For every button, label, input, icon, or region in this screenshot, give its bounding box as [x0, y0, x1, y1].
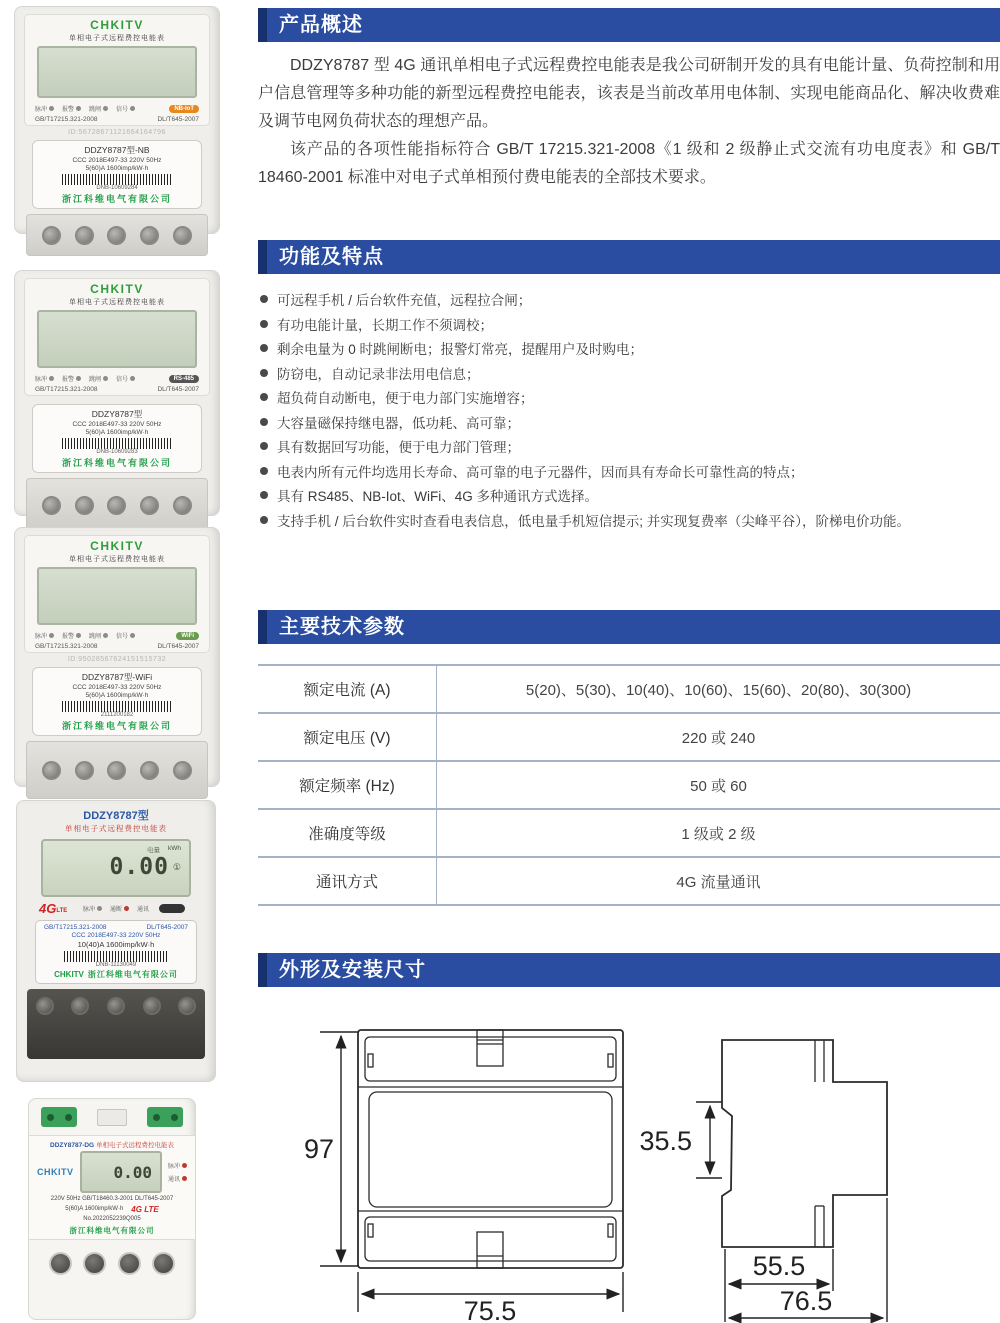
spec-label: 准确度等级 [258, 810, 437, 856]
bullet-icon [260, 467, 268, 475]
terminal-screw [75, 761, 94, 780]
nameplate [35, 920, 197, 984]
indicator-row: 4G LTE 脉冲 通断 通讯 [39, 901, 193, 916]
standards-line: 220V 50Hz GB/T18460.3-2001 DL/T645-2007 [50, 1196, 174, 1202]
barcode [62, 438, 171, 449]
spec-value: 4G 流量通讯 [676, 873, 761, 891]
lcd-unit: kWh [168, 845, 181, 852]
barcode-number: 2111200182 [100, 712, 134, 718]
model-number: DDZY8787-DG [50, 1142, 95, 1149]
meter-title-line [37, 1140, 187, 1149]
terminal-screw [42, 761, 61, 780]
lcd-display [41, 839, 191, 897]
meter-body [16, 800, 216, 1082]
terminal-screw [71, 997, 89, 1015]
feature-item: 超负荷自动断电，便于电力部门实施增容； [260, 385, 1000, 410]
rs485-badge: RS-485 [169, 375, 199, 383]
lcd-value: 0.00 [109, 854, 169, 880]
pulse-led [182, 1163, 187, 1168]
brand-logo: CHKITV [54, 970, 84, 979]
alarm-led [76, 106, 81, 111]
pulse-led [49, 633, 54, 638]
section-header-overview: 产品概述 [258, 8, 1000, 42]
terminal-screw [75, 496, 94, 515]
relay-led [124, 906, 129, 911]
model-number: DDZY8787型-WiFi [81, 672, 153, 682]
meter-id: ID:95028567624151515732 [67, 656, 167, 663]
overview-paragraph-1: DDZY8787 型 4G 通讯单相电子式远程费控电能表是我公司研制开发的具有电能计量、负荷控制和用户信息管理等多种功能的新型远程费控电能表，该表是当前改革用电体制、实现电能商品化、解决收费难及调节电网负荷状态的理想产品。 [258, 57, 1000, 130]
indicator-column: 脉冲 通讯 [168, 1161, 187, 1183]
signal-led [130, 376, 135, 381]
terminal-screw [42, 496, 61, 515]
terminal-screw [140, 761, 159, 780]
barcode [64, 951, 168, 962]
standards-line: GB/T17215.321-2008 DL/T645-2007 [35, 386, 199, 393]
terminal-screw [178, 997, 196, 1015]
barcode [62, 701, 171, 712]
terminal-screw [75, 226, 94, 245]
meter-face [24, 278, 210, 396]
rating-line: 5(60)A 1600imp/kW·h [85, 692, 149, 699]
brand-logo: CHKITV [90, 282, 144, 296]
spec-value: 1 级或 2 级 [681, 825, 756, 843]
front-width-label: 75.5 [463, 1296, 517, 1323]
brand-logo: CHKITV [37, 1167, 74, 1177]
model-number: DDZY8787型 [91, 409, 143, 419]
terminal-screw [143, 997, 161, 1015]
meter-body [14, 6, 220, 234]
side-total-label: 76.5 [779, 1286, 833, 1316]
terminal-block [27, 989, 205, 1059]
bullet-icon [260, 369, 268, 377]
side-clip-label: 35.5 [639, 1126, 692, 1156]
meter-photo-nb-iot [14, 6, 220, 234]
barcode-number: DNB-10609283 [96, 449, 138, 455]
front-height-label: 97 [303, 1134, 334, 1164]
table-row [258, 858, 1000, 906]
bullet-icon [260, 344, 268, 352]
spec-label: 额定电压 (V) [258, 714, 437, 760]
lcd-display [37, 567, 197, 625]
spec-label: 额定频率 (Hz) [258, 762, 437, 808]
rail-clip [97, 1109, 127, 1126]
indicator-row: 脉冲 报警 跳闸 信号 RS-485 [35, 371, 199, 386]
terminal-screw [107, 496, 126, 515]
trip-led [103, 376, 108, 381]
cert-line: CCC 2018E497-33 220V 50Hz [72, 157, 162, 164]
feature-item: 防窃电，自动记录非法用电信息； [260, 361, 1000, 386]
terminal-screw [107, 997, 125, 1015]
section-header-features: 功能及特点 [258, 240, 1000, 274]
pulse-led [97, 906, 102, 911]
terminal-screw [173, 226, 192, 245]
lcd-display [80, 1151, 162, 1193]
meter-face [29, 1135, 195, 1240]
company-name: 浙江科维电气有限公司 [69, 1225, 155, 1235]
lcd-display [37, 46, 197, 98]
meter-title: 单相电子式远程费控电能表 [69, 35, 165, 42]
cert-line: CCC 2018E497-33 220V 50Hz [72, 421, 162, 428]
section-header-specs: 主要技术参数 [258, 610, 1000, 644]
rating-line: 10(40)A 1600imp/kW·h [77, 940, 155, 949]
cert-line: CCC 2018E497-33 220V 50Hz [72, 684, 162, 691]
meter-title: 单相电子式远程费控电能表 [65, 824, 167, 833]
feature-list [260, 287, 1000, 532]
nameplate [32, 140, 202, 209]
signal-led [130, 633, 135, 638]
feature-item: 大容量磁保持继电器，低功耗、高可靠； [260, 410, 1000, 435]
barcode [62, 174, 171, 185]
terminal-block [26, 214, 208, 256]
model-number: DDZY8787型-NB [84, 145, 150, 155]
model-number: DDZY8787型 [83, 810, 149, 822]
side-body-label: 55.5 [752, 1251, 806, 1281]
meter-face [24, 535, 210, 653]
wifi-badge: WiFi [176, 632, 199, 640]
nameplate [32, 667, 202, 736]
green-terminal [41, 1107, 77, 1127]
terminal-screw [140, 226, 159, 245]
lte-label: LTE [56, 907, 68, 914]
lcd-label: 电量 [147, 847, 160, 854]
brand-logo: CHKITV [90, 18, 144, 32]
pulse-led [49, 106, 54, 111]
indicator-row: 脉冲 报警 跳闸 信号 NB-IoT [35, 101, 199, 116]
alarm-led [76, 376, 81, 381]
meter-title: 单相电子式远程费控电能表 [95, 1142, 174, 1149]
standards-line: GB/T17215.321-2008 DL/T645-2007 [35, 116, 199, 123]
meter-photo-din-rail [28, 1098, 196, 1320]
terminal-screw [173, 761, 192, 780]
meter-body [14, 270, 220, 516]
feature-item: 可远程手机 / 后台软件充值，远程拉合闸； [260, 287, 1000, 312]
terminal-screw [42, 226, 61, 245]
nameplate [32, 404, 202, 473]
side-view-diagram [722, 1040, 887, 1247]
spec-value: 5(20)、5(30)、10(40)、10(60)、15(60)、20(80)、30(300) [525, 681, 912, 699]
4g-logo: 4G [39, 901, 57, 916]
feature-item: 有功电能计量，长期工作不须调校； [260, 312, 1000, 337]
spec-value: 220 或 240 [681, 729, 756, 747]
bullet-icon [260, 295, 268, 303]
meter-face [24, 14, 210, 126]
green-terminal [147, 1107, 183, 1127]
cert-line: CCC 2018E497-33 220V 50Hz [71, 932, 161, 939]
nb-iot-badge: NB-IoT [169, 105, 199, 113]
meter-photo-4g [16, 800, 216, 1082]
lcd-display [37, 310, 197, 368]
terminal-screw [107, 226, 126, 245]
company-name: 浙江科维电气有限公司 [61, 458, 172, 468]
standard-left: GB/T17215.321-2008 [44, 924, 107, 931]
section-header-dimensions: 外形及安装尺寸 [258, 953, 1000, 987]
standards-line: GB/T17215.321-2008 DL/T645-2007 [35, 643, 199, 650]
bullet-icon [260, 320, 268, 328]
spec-lines [37, 1195, 187, 1224]
terminal-hole [152, 1252, 175, 1275]
company-name: 浙江科维电气有限公司 [87, 970, 178, 979]
spec-table [258, 664, 1000, 906]
trip-led [103, 106, 108, 111]
feature-item: 支持手机 / 后台软件实时查看电表信息，低电量手机短信提示; 并实现复费率（尖峰平谷），阶梯电价功能。 [260, 508, 1000, 533]
meter-body [14, 527, 220, 787]
terminal-hole [83, 1252, 106, 1275]
comm-led [182, 1176, 187, 1181]
company-name: 浙江科维电气有限公司 [61, 194, 172, 204]
serial-number: No.2022052239Q005 [83, 1216, 141, 1223]
pulse-led [49, 376, 54, 381]
company-line [44, 969, 188, 980]
meter-title: 单相电子式远程费控电能表 [69, 299, 165, 306]
dimension-drawings [258, 1010, 1000, 1323]
meter-photo-wifi [14, 527, 220, 787]
bullet-icon [260, 393, 268, 401]
company-name: 浙江科维电气有限公司 [61, 721, 172, 731]
barcode-number: DNB-11130049 [95, 962, 137, 968]
indicator-row: 脉冲 报警 跳闸 信号 WiFi [35, 628, 199, 643]
feature-item: 具有 RS485、NB-Iot、WiFi、4G 多种通讯方式选择。 [260, 483, 1000, 508]
bullet-icon [260, 418, 268, 426]
rating-line: 5(60)A 1600imp/kW·h [65, 1206, 124, 1213]
spec-value: 50 或 60 [690, 777, 747, 795]
standard-right: DL/T645-2007 [146, 924, 188, 931]
terminal-hole [118, 1252, 141, 1275]
rating-line: 5(60)A 1600imp/kW·h [85, 165, 149, 172]
terminal-block [26, 478, 208, 532]
lcd-value: 0.00 [113, 1162, 152, 1182]
trip-led [103, 633, 108, 638]
meter-photo-rs485 [14, 270, 220, 516]
feature-item: 具有数据回写功能，便于电力部门管理； [260, 434, 1000, 459]
bullet-icon [260, 516, 268, 524]
signal-led [130, 106, 135, 111]
bullet-icon [260, 491, 268, 499]
table-row [258, 714, 1000, 762]
rating-line: 5(60)A 1600imp/kW·h [85, 429, 149, 436]
brand-logo: CHKITV [90, 539, 144, 553]
table-row [258, 666, 1000, 714]
phase-mark: ① [172, 861, 181, 872]
overview-paragraph-2: 该产品的各项性能指标符合 GB/T 17215.321-2008《1 级和 2 级静止式交流有功电度表》和 GB/T 18460-2001 标准中对电子式单相预付费电能表的全部技术要求。 [258, 141, 1000, 186]
spec-label: 额定电流 (A) [258, 666, 437, 712]
front-view-diagram [358, 1030, 623, 1268]
spec-label: 通讯方式 [258, 858, 437, 904]
meter-id: ID:56728671121664164796 [68, 129, 166, 136]
terminal-screw [107, 761, 126, 780]
comm-button [159, 904, 185, 913]
feature-item: 剩余电量为 0 时跳闸断电；报警灯常亮，提醒用户及时购电； [260, 336, 1000, 361]
terminal-hole [49, 1252, 72, 1275]
top-terminal-strip [29, 1099, 195, 1135]
terminal-screw [173, 496, 192, 515]
meter-title: 单相电子式远程费控电能表 [69, 556, 165, 563]
terminal-block [26, 741, 208, 799]
terminal-screw [36, 997, 54, 1015]
content-column [258, 0, 1000, 1323]
4g-logo: 4G LTE [131, 1204, 159, 1214]
table-row [258, 762, 1000, 810]
barcode-number: DNB-10609284 [96, 185, 138, 191]
table-row [258, 810, 1000, 858]
feature-item: 电表内所有元件均选用长寿命、高可靠的电子元器件，因而具有寿命长可靠性高的特点； [260, 459, 1000, 484]
meter-body [28, 1098, 196, 1320]
alarm-led [76, 633, 81, 638]
bottom-terminals [29, 1240, 195, 1288]
overview-paragraphs [258, 52, 1000, 192]
bullet-icon [260, 442, 268, 450]
terminal-screw [140, 496, 159, 515]
